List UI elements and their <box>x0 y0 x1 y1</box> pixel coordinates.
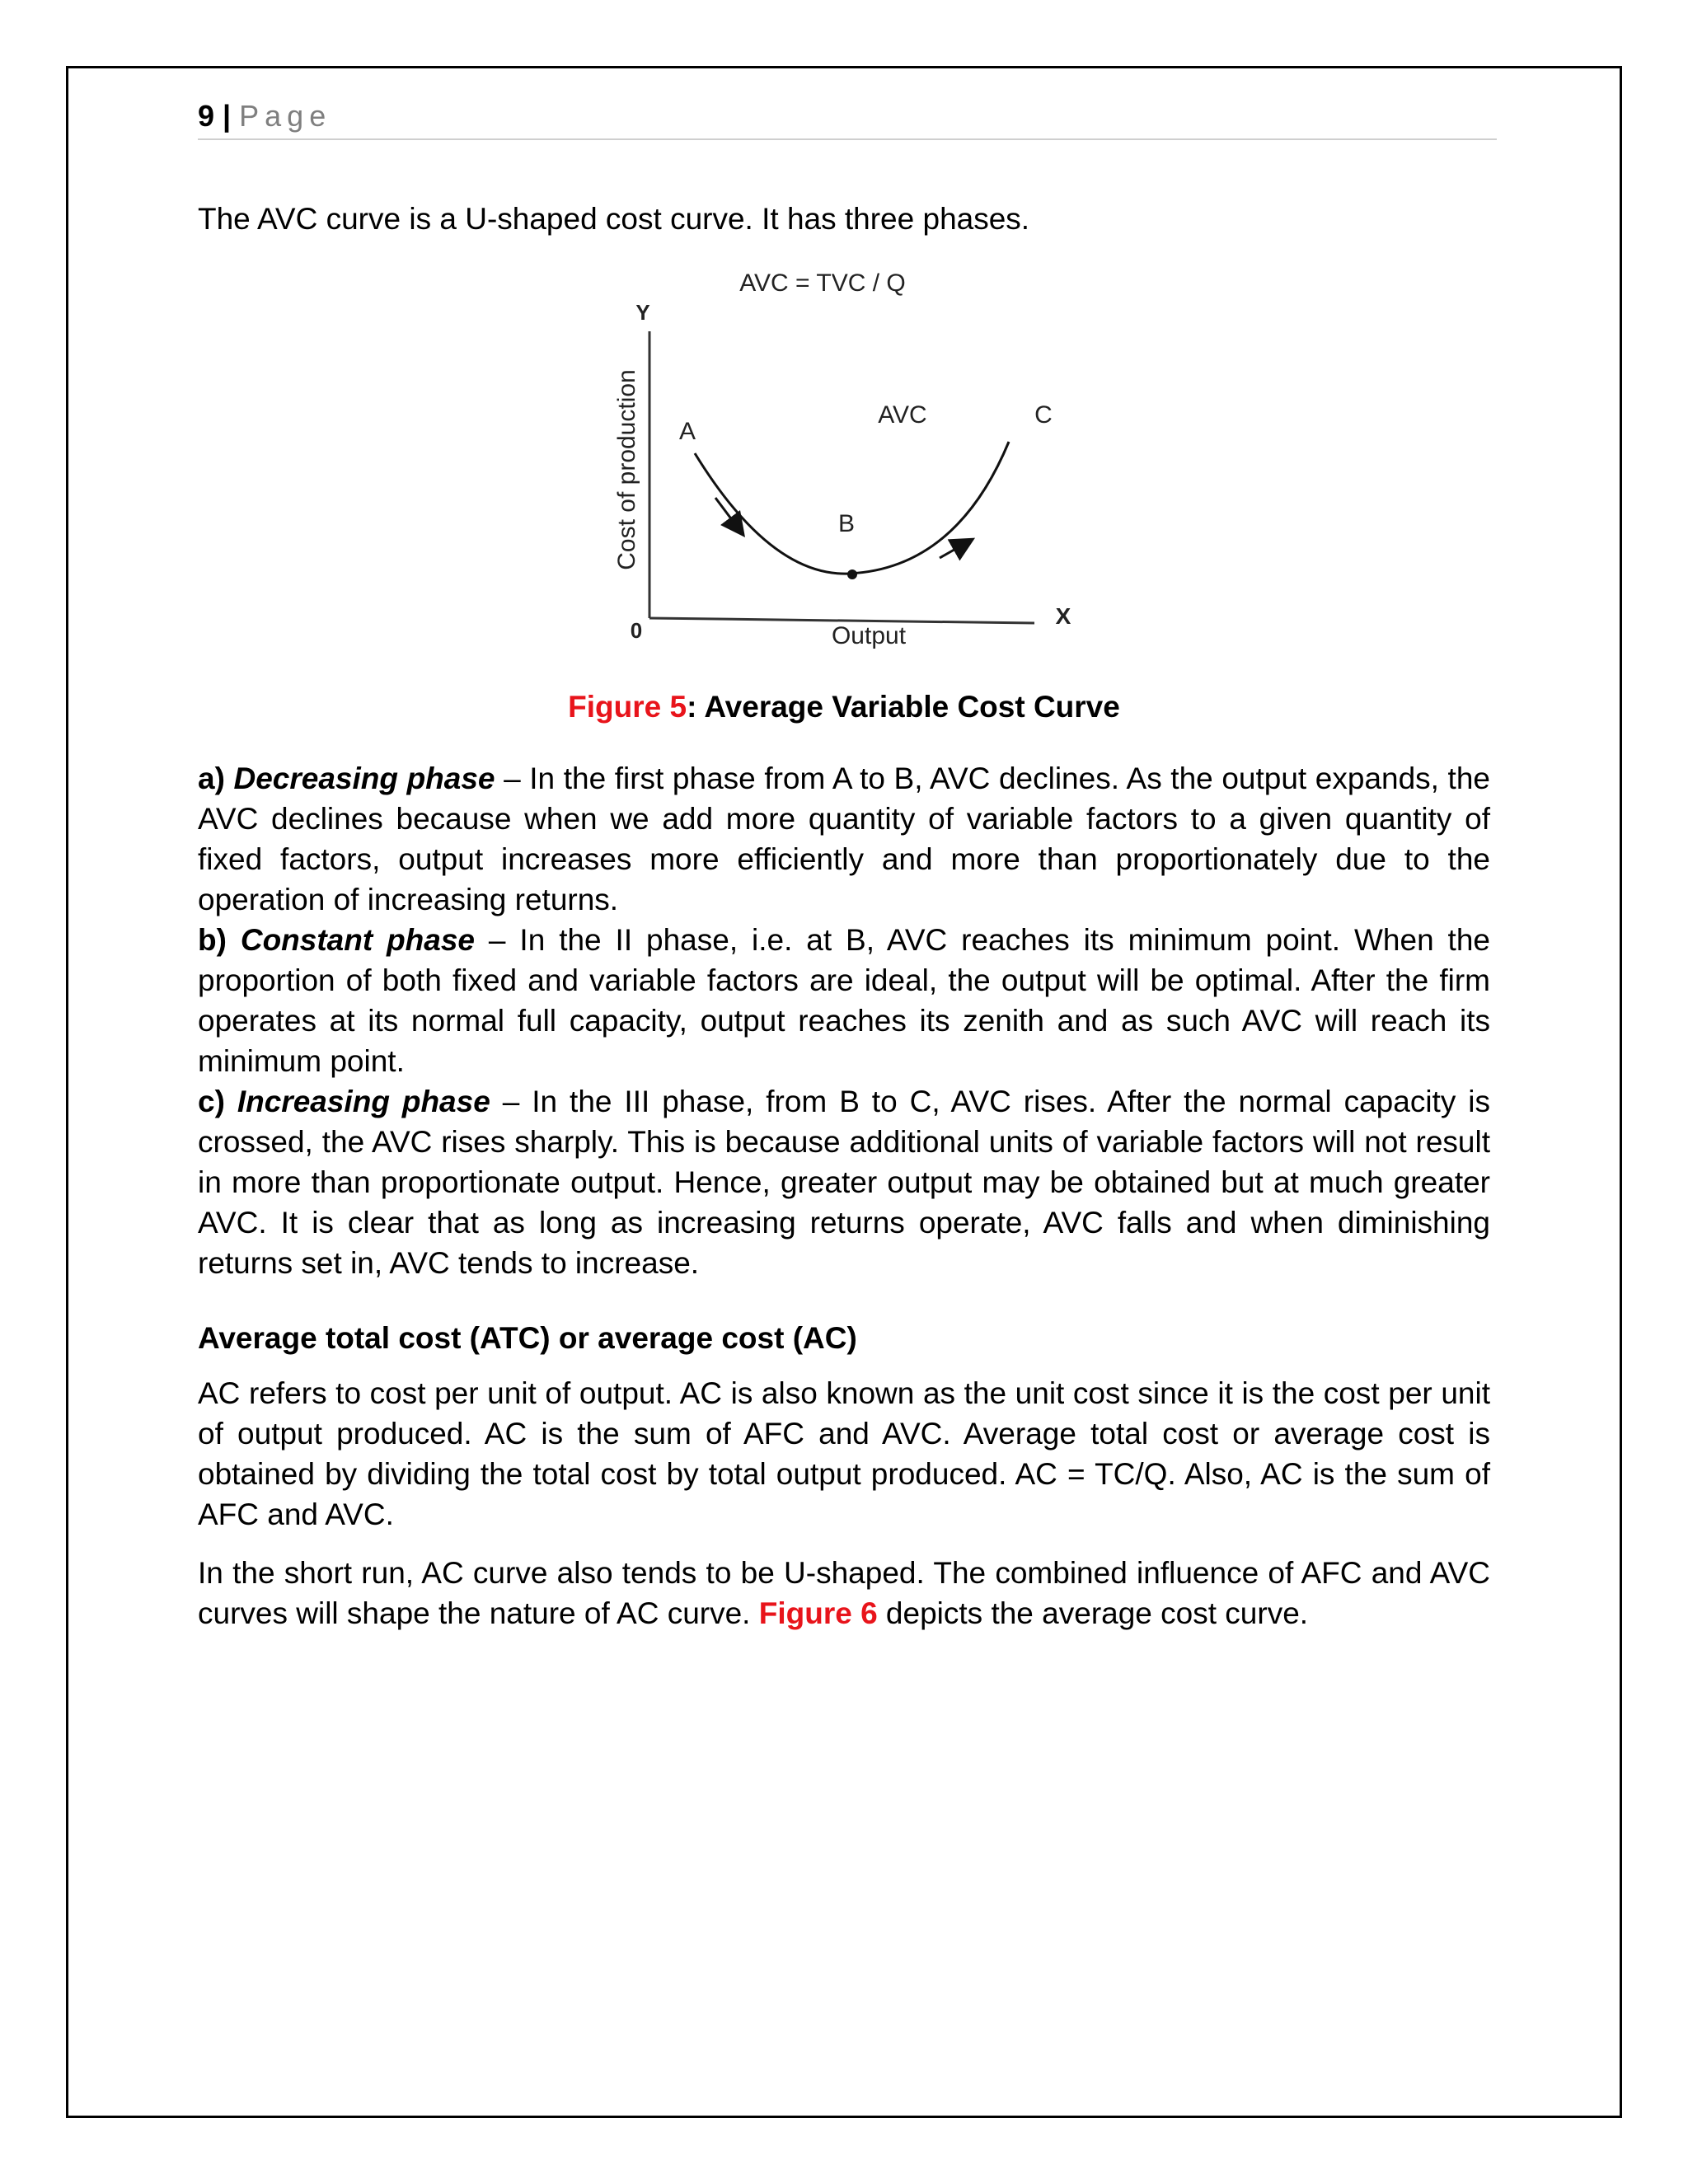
phase-a-paragraph <box>198 758 1490 920</box>
phase-b-name: Constant phase <box>240 923 476 957</box>
formula-label: AVC = TVC / Q <box>739 269 906 297</box>
avc-diagram <box>577 255 1154 668</box>
y-axis-letter: Y <box>635 300 650 325</box>
short-run-after: depicts the average cost curve. <box>877 1596 1309 1630</box>
arrow-decreasing <box>715 498 738 527</box>
short-run-before: In the short run, AC curve also tends to be U-shaped. The combined influence of AFC and AVC curves will shape the nature of AC curve. <box>198 1556 1490 1630</box>
short-run-figure-ref: Figure 6 <box>758 1596 878 1630</box>
phase-c-name: Increasing phase <box>237 1085 490 1118</box>
avc-figure <box>577 255 1154 668</box>
section-heading: Average total cost (ATC) or average cost (AC) <box>198 1321 857 1355</box>
phases-section <box>198 758 1490 1283</box>
page-header <box>198 97 1497 140</box>
intro-paragraph: The AVC curve is a U-shaped cost curve. It has three phases. <box>198 202 1030 236</box>
curve-label: AVC <box>878 401 927 429</box>
point-c-label: C <box>1034 401 1053 429</box>
y-axis-label: Cost of production <box>613 369 640 570</box>
caption-title: Average Variable Cost Curve <box>696 690 1120 724</box>
minimum-point-b <box>847 569 857 579</box>
phase-b-paragraph <box>198 920 1490 1081</box>
x-axis-label: Output <box>831 622 907 649</box>
phase-b-prefix: b) <box>198 923 241 957</box>
x-axis-letter: X <box>1055 603 1071 629</box>
page-word: Page <box>239 99 332 133</box>
caption-colon: : <box>687 690 697 724</box>
origin-label: 0 <box>630 618 643 643</box>
arrow-increasing <box>940 544 964 558</box>
avc-curve <box>695 442 1009 574</box>
caption-figure-ref: Figure 5 <box>568 690 687 724</box>
phase-a-text: – In the first phase from A to B, AVC declines. As the output expands, the AVC declines because when we add more quantity of variable factors to a given quantity of fixed factors, output increases more efficiently and more than proportionately due to the operation of increasing returns. <box>198 762 1490 916</box>
phase-c-prefix: c) <box>198 1085 237 1118</box>
point-b-label: B <box>837 510 856 537</box>
phase-c-paragraph <box>198 1081 1490 1283</box>
short-run-paragraph <box>198 1553 1490 1633</box>
page-number: 9 <box>198 99 215 133</box>
phase-a-name: Decreasing phase <box>233 762 495 795</box>
phase-b-text: – In the II phase, i.e. at B, AVC reaches its minimum point. When the proportion of both fixed and variable factors are ideal, the output will be optimal. After the firm operates at its normal full capacity, output reaches its zenith and as such AVC will reach its minimum point. <box>198 923 1490 1078</box>
point-a-label: A <box>678 418 696 445</box>
figure-caption <box>198 687 1490 727</box>
ac-paragraph: AC refers to cost per unit of output. AC is also known as the unit cost since it is the cost per unit of output produced. AC is the sum of AFC and AVC. Average total cost or average cost is obtained by dividing the total cost by total output produced. AC = TC/Q. Also, AC is the sum of AFC and AVC. <box>198 1376 1490 1531</box>
phase-c-text: – In the III phase, from B to C, AVC rises. After the normal capacity is crossed, the AVC rises sharply. This is because additional units of variable factors will not result in more than proportionate output. Hence, greater output may be obtained but at much greater AVC. It is clear that as long as increasing returns operate, AVC falls and when diminishing returns set in, AVC tends to increase. <box>198 1085 1490 1280</box>
phase-a-prefix: a) <box>198 762 234 795</box>
header-separator: | <box>223 99 232 133</box>
